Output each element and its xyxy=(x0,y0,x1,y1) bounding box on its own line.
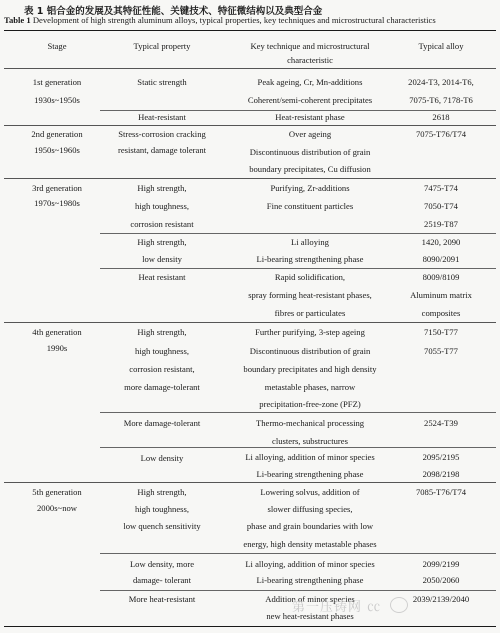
g2-period: 1950s~1960s xyxy=(34,145,80,155)
g4-technique: Discontinuous distribution of grain xyxy=(249,346,371,356)
g2-rule xyxy=(4,178,496,179)
g5-technique: energy, high density metastable phases xyxy=(243,539,377,549)
g3-period: 1970s~1980s xyxy=(34,198,80,208)
g4-technique: precipitation-free-zone (PFZ) xyxy=(259,399,361,409)
g4-alloy: 2524-T39 xyxy=(424,418,458,428)
g5-alloy: 7085-T76/T74 xyxy=(415,487,467,497)
g1-alloy: 2618 xyxy=(432,112,450,122)
g4-alloy: 2098/2198 xyxy=(422,469,460,479)
g1-rule xyxy=(4,125,496,126)
g3-technique: Li alloying xyxy=(291,237,329,247)
g4-property: High strength, xyxy=(137,327,187,337)
g3-property: Heat resistant xyxy=(138,272,186,282)
g4-technique: Li alloying, addition of minor species xyxy=(245,452,375,462)
watermark-logo-icon xyxy=(390,597,408,613)
g1-alloy: 7075-T6, 7178-T6 xyxy=(409,95,473,105)
caption-chinese: 表 1 铝合金的发展及其特征性能、关键技术、特征微结构以及典型合金 xyxy=(24,6,323,17)
top-rule xyxy=(4,30,496,31)
header-rule xyxy=(4,68,496,69)
header-stage: Stage xyxy=(47,41,67,51)
g4-alloy: 7055-T77 xyxy=(424,346,458,356)
watermark-text: 第一压铸网 ㏄ xyxy=(292,600,382,615)
g4-property: More damage-tolerant xyxy=(123,418,201,428)
g5-period: 2000s~now xyxy=(37,503,77,513)
g3-technique: Rapid solidification, xyxy=(274,272,346,282)
g4-subrow-rule xyxy=(100,412,496,413)
g3-rule xyxy=(4,322,496,323)
g5-technique: slower diffusing species, xyxy=(267,504,353,514)
g3-alloy: 2519-T87 xyxy=(424,219,458,229)
g4-technique: Li-bearing strengthening phase xyxy=(256,469,364,479)
g4-technique: metastable phases, narrow xyxy=(264,382,356,392)
g3-stage: 3rd generation xyxy=(32,183,82,193)
g5-property: low quench sensitivity xyxy=(123,521,201,531)
g4-property: high toughness, xyxy=(135,346,189,356)
g1-technique: Heat-resistant phase xyxy=(275,112,345,122)
g4-rule xyxy=(4,482,496,483)
g1-period: 1930s~1950s xyxy=(34,95,80,105)
g4-period: 1990s xyxy=(46,343,68,353)
g3-alloy: 7475-T74 xyxy=(424,183,458,193)
g4-technique: clusters, substructures xyxy=(272,436,348,446)
g3-alloy: 1420, 2090 xyxy=(421,237,461,247)
g4-stage: 4th generation xyxy=(32,327,82,337)
g2-property: Stress-corrosion cracking xyxy=(118,129,206,139)
g5-property: high toughness, xyxy=(135,504,189,514)
g4-property: Low density xyxy=(140,453,184,463)
caption-text: Development of high strength aluminum alloys, typical properties, key techniques and microstructural characteristics xyxy=(32,15,436,25)
g3-alloy: 8090/2091 xyxy=(422,254,460,264)
g3-property: corrosion resistant xyxy=(130,219,194,229)
header-alloy: Typical alloy xyxy=(418,41,464,51)
g1-property: Static strength xyxy=(137,77,187,87)
g5-stage: 5th generation xyxy=(32,487,82,497)
header-technique: Key technique and microstructural xyxy=(250,41,370,51)
g3-technique: Purifying, Zr-additions xyxy=(270,183,350,193)
g4-alloy: 2095/2195 xyxy=(422,452,460,462)
g4-technique: Thermo-mechanical processing xyxy=(255,418,365,428)
g3-property: high toughness, xyxy=(135,201,189,211)
g5-alloy: 2050/2060 xyxy=(422,575,460,585)
g3-property: High strength, xyxy=(137,237,187,247)
g5-subrow-rule xyxy=(100,553,496,554)
g1-technique: Peak ageing, Cr, Mn-additions xyxy=(257,77,363,87)
g3-technique: Li-bearing strengthening phase xyxy=(256,254,364,264)
g2-technique: Discontinuous distribution of grain xyxy=(249,147,371,157)
g3-alloy: 7050-T74 xyxy=(424,201,458,211)
g1-property: Heat-resistant xyxy=(138,112,186,122)
g5-technique: phase and grain boundaries with low xyxy=(246,521,374,531)
g5-property: More heat-resistant xyxy=(128,594,196,604)
g3-alloy: composites xyxy=(421,308,461,318)
g3-alloy: Aluminum matrix xyxy=(410,290,472,300)
g3-technique: Fine constituent particles xyxy=(266,201,354,211)
g4-property: more damage-tolerant xyxy=(124,382,200,392)
g1-subrow-rule xyxy=(100,110,496,111)
g5-technique: Li-bearing strengthening phase xyxy=(256,575,364,585)
g4-alloy: 7150-T77 xyxy=(424,327,458,337)
g5-technique: Lowering solvus, addition of xyxy=(260,487,360,497)
g4-subrow-rule xyxy=(100,447,496,448)
g4-technique: boundary precipitates and high density xyxy=(243,364,377,374)
g3-property: low density xyxy=(142,254,182,264)
bottom-rule xyxy=(4,626,496,627)
caption-label: Table 1 xyxy=(4,15,31,25)
g3-alloy: 8009/8109 xyxy=(422,272,460,282)
g3-subrow-rule xyxy=(100,268,496,269)
caption-english xyxy=(4,15,436,25)
g3-property: High strength, xyxy=(137,183,187,193)
header-property: Typical property xyxy=(133,41,191,51)
g1-alloy: 2024-T3, 2014-T6, xyxy=(408,77,474,87)
g5-technique: new heat-resistant phases xyxy=(266,611,354,621)
g5-property: Low density, more xyxy=(129,559,195,569)
header-technique-line2: characteristic xyxy=(287,55,333,65)
g3-technique: spray forming heat-resistant phases, xyxy=(248,290,372,300)
g1-stage: 1st generation xyxy=(32,77,82,87)
g5-alloy: 2099/2199 xyxy=(422,559,460,569)
g2-stage: 2nd generation xyxy=(31,129,83,139)
g5-property: damage- tolerant xyxy=(133,575,191,585)
g3-technique: fibres or particulates xyxy=(274,308,346,318)
g5-alloy: 2039/2139/2040 xyxy=(412,594,470,604)
g5-technique: Addition of minor species xyxy=(265,594,355,604)
g2-property: resistant, damage tolerant xyxy=(117,145,207,155)
g2-alloy: 7075-T76/T74 xyxy=(415,129,467,139)
g4-property: corrosion resistant, xyxy=(129,364,195,374)
g2-technique: boundary precipitates, Cu diffusion xyxy=(249,164,371,174)
g1-technique: Coherent/semi-coherent precipitates xyxy=(247,95,373,105)
g2-technique: Over ageing xyxy=(288,129,332,139)
g5-technique: Li alloying, addition of minor species xyxy=(245,559,375,569)
g3-subrow-rule xyxy=(100,233,496,234)
g4-technique: Further purifying, 3-step ageing xyxy=(255,327,365,337)
g5-property: High strength, xyxy=(137,487,187,497)
g5-subrow-rule xyxy=(100,590,496,591)
